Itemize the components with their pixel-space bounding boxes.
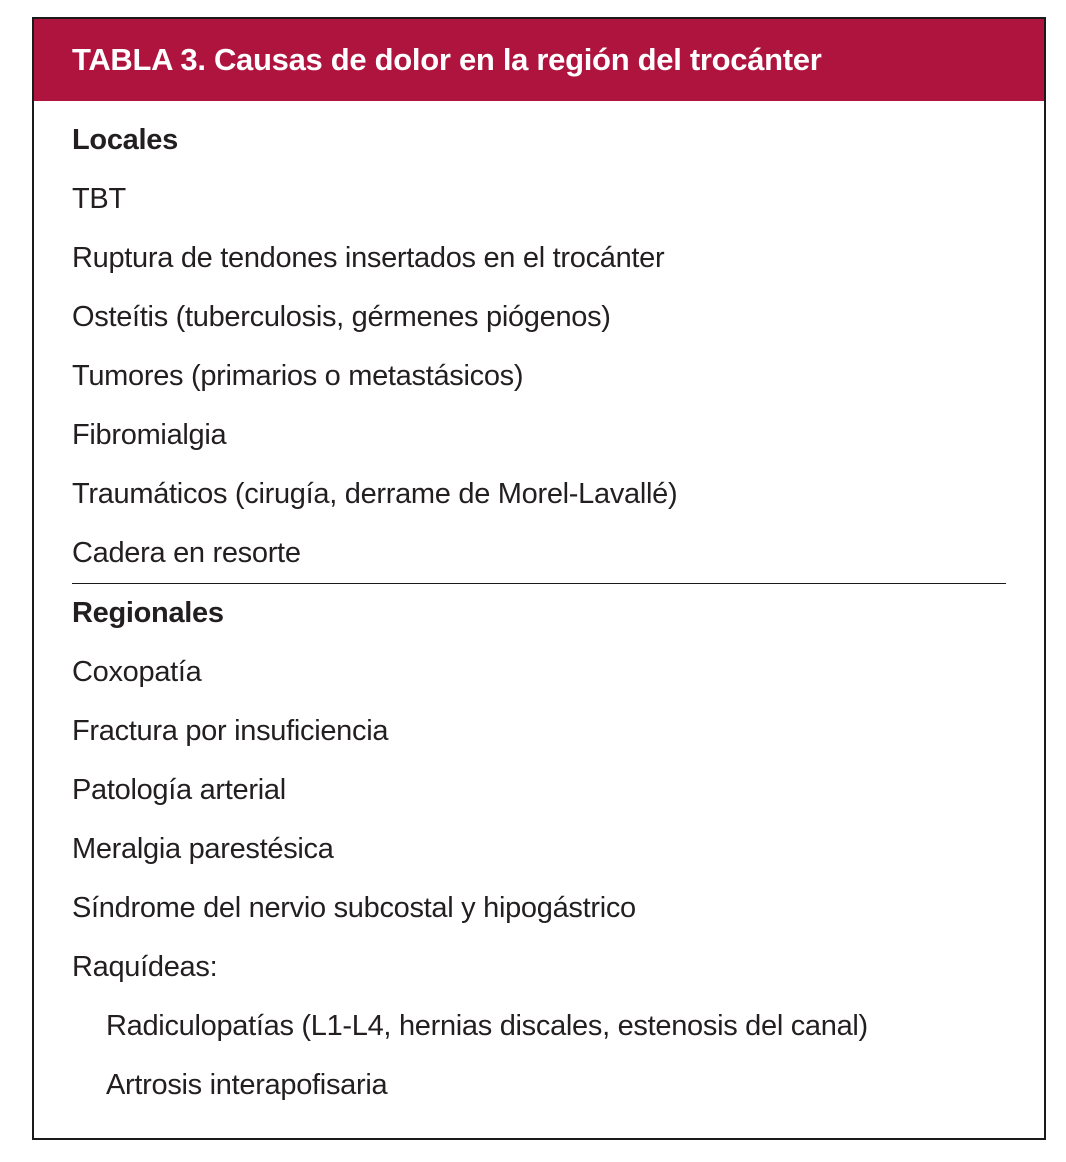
table-card — [32, 17, 1046, 1140]
table-row: Artrosis interapofisaria — [106, 1069, 388, 1101]
table-row: Síndrome del nervio subcostal y hipogástrico — [72, 892, 636, 924]
table-row: Raquídeas: — [72, 951, 218, 983]
table-row: Fractura por insuficiencia — [72, 715, 389, 747]
table-row: Fibromialgia — [72, 419, 227, 451]
table-row: TBT — [72, 183, 126, 215]
table-row: Meralgia parestésica — [72, 833, 334, 865]
section-heading: Regionales — [72, 597, 224, 629]
table-row: Tumores (primarios o metastásicos) — [72, 360, 524, 392]
table-row: Traumáticos (cirugía, derrame de Morel-Lavallé) — [72, 478, 678, 510]
table-row: Coxopatía — [72, 656, 202, 688]
table-row: Osteítis (tuberculosis, gérmenes piógenos) — [72, 301, 611, 333]
table-header — [34, 19, 1044, 101]
table-row: Patología arterial — [72, 774, 286, 806]
table-row: Cadera en resorte — [72, 537, 301, 569]
table-row: Ruptura de tendones insertados en el trocánter — [72, 242, 665, 274]
table-row: Radiculopatías (L1-L4, hernias discales, estenosis del canal) — [106, 1010, 868, 1042]
table-title: TABLA 3. Causas de dolor en la región del trocánter — [72, 42, 822, 77]
table-body — [34, 101, 1044, 1138]
section-heading: Locales — [72, 124, 178, 156]
